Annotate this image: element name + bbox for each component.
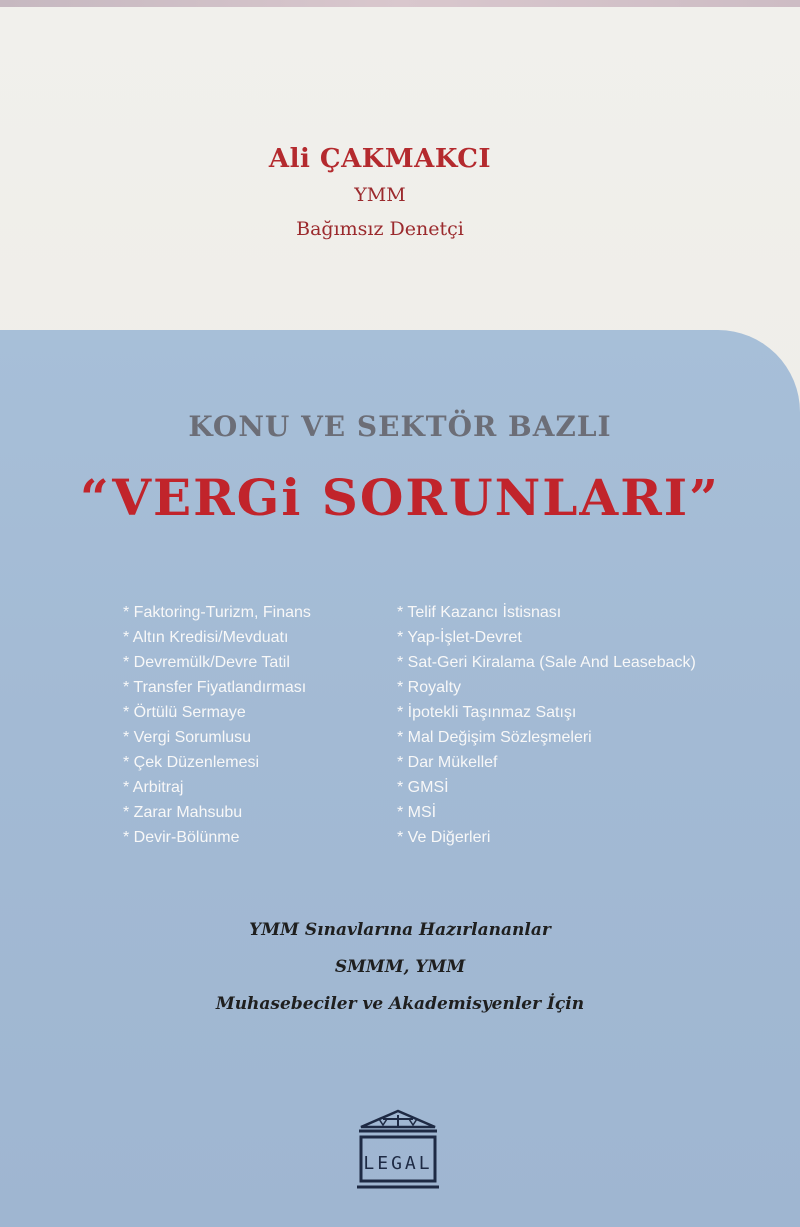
topic-item: * Faktoring-Turizm, Finans	[123, 604, 311, 621]
cover-top-edge	[0, 0, 800, 7]
topic-item: * Altın Kredisi/Mevduatı	[123, 629, 289, 646]
topic-item: * Yap-İşlet-Devret	[397, 629, 522, 646]
topic-item: * Örtülü Sermaye	[123, 704, 246, 721]
topic-item: * Arbitraj	[123, 779, 184, 796]
topic-item: * Royalty	[397, 679, 462, 696]
author-block	[0, 140, 760, 246]
audience-line: Muhasebeciler ve Akademisyenler İçin	[215, 994, 585, 1014]
topic-item: * Devremülk/Devre Tatil	[123, 654, 290, 671]
author-role: Bağımsız Denetçi	[296, 218, 464, 240]
author-name: Ali ÇAKMAKCI	[268, 144, 492, 174]
topic-item: * Telif Kazancı İstisnası	[397, 604, 562, 621]
topic-item: * Mal Değişim Sözleşmeleri	[397, 729, 592, 746]
topic-item: * Dar Mükellef	[397, 754, 498, 771]
topic-item: * GMSİ	[397, 779, 449, 796]
book-title: “VERGi SORUNLARI”	[80, 468, 720, 527]
audience-line: YMM Sınavlarına Hazırlananlar	[249, 920, 551, 940]
author-title: YMM	[354, 184, 406, 206]
topic-item: * İpotekli Taşınmaz Satışı	[397, 704, 577, 721]
topic-item: * Sat-Geri Kiralama (Sale And Leaseback)	[397, 654, 696, 671]
topic-list-right	[397, 600, 696, 850]
topic-list-left	[123, 600, 311, 850]
topic-item: * Vergi Sorumlusu	[123, 729, 252, 746]
book-subtitle: KONU VE SEKTÖR BAZLI	[188, 410, 612, 443]
logo-text: LEGAL	[363, 1153, 433, 1174]
topic-item: * Zarar Mahsubu	[123, 804, 243, 821]
topic-item: * Çek Düzenlemesi	[123, 754, 260, 771]
topic-item: * MSİ	[397, 804, 437, 821]
audience-block	[0, 912, 800, 1023]
topic-item: * Devir-Bölünme	[123, 829, 240, 846]
topic-item: * Ve Diğerleri	[397, 829, 491, 846]
audience-line: SMMM, YMM	[334, 957, 466, 977]
publisher-logo	[343, 1107, 453, 1191]
topic-item: * Transfer Fiyatlandırması	[123, 679, 307, 696]
